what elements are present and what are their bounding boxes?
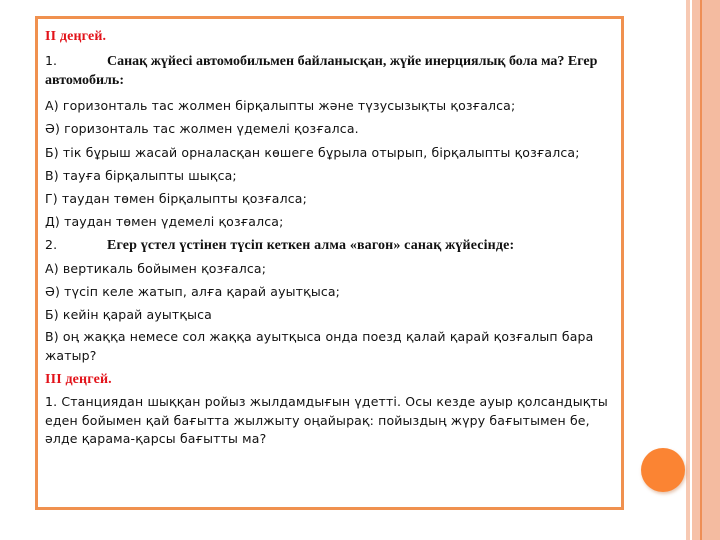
level-2-question-1 xyxy=(45,51,620,90)
option-ae: Ә) горизонталь тас жолмен үдемелі қозғалса. xyxy=(45,121,359,137)
level-2-heading: II деңгей. xyxy=(45,29,107,44)
stripe xyxy=(702,0,720,540)
question-text: Егер үстел үстінен түсіп кеткен алма «вагон» санақ жүйесінде: xyxy=(107,238,515,254)
text-area xyxy=(45,25,620,452)
level-2-question-2 xyxy=(45,233,620,256)
content-box xyxy=(35,16,624,510)
level-3-question-1: 1. Станциядан шыққан ройыз жылдамдығын үдетті. Осы кезде ауыр қолсандықты еден бойымен қай бағытта жылжыту оңайырақ: пойыздың жүру бағытымен бе, әлде қарама-қарсы бағытты ма? xyxy=(45,394,608,447)
option-d: Д) таудан төмен үдемелі қозғалса; xyxy=(45,214,284,230)
decorative-circle-icon xyxy=(641,448,685,492)
stripe xyxy=(692,0,700,540)
option-g: Г) таудан төмен бірқалыпты қозғалса; xyxy=(45,190,307,206)
option-v: В) тауға бірқалыпты шықса; xyxy=(45,167,237,183)
decorative-stripes xyxy=(686,0,720,540)
question-text: Санақ жүйесі автомобильмен байланысқан, жүйе инерциялық бола ма? Егер автомобиль: xyxy=(45,54,598,89)
level-3-heading: III деңгей. xyxy=(45,372,112,388)
option-a: А) вертикаль бойымен қозғалса; xyxy=(45,260,267,276)
question-number: 2. xyxy=(45,237,58,253)
option-b: Б) тік бұрыш жасай орналасқан көшеге бұрыла отырып, бірқалыпты қозғалса; xyxy=(45,144,580,160)
question-number: 1. xyxy=(45,53,57,69)
option-ae: Ә) түсіп келе жатып, алға қарай ауытқыса; xyxy=(45,283,341,299)
option-b: Б) кейін қарай ауытқыса xyxy=(45,306,212,322)
option-v: В) оң жаққа немесе сол жаққа ауытқыса онда поезд қалай қарай қозғалып бара жатыр? xyxy=(45,329,594,363)
option-a: А) горизонталь тас жолмен бірқалыпты және түзусызықты қозғалса; xyxy=(45,98,516,114)
